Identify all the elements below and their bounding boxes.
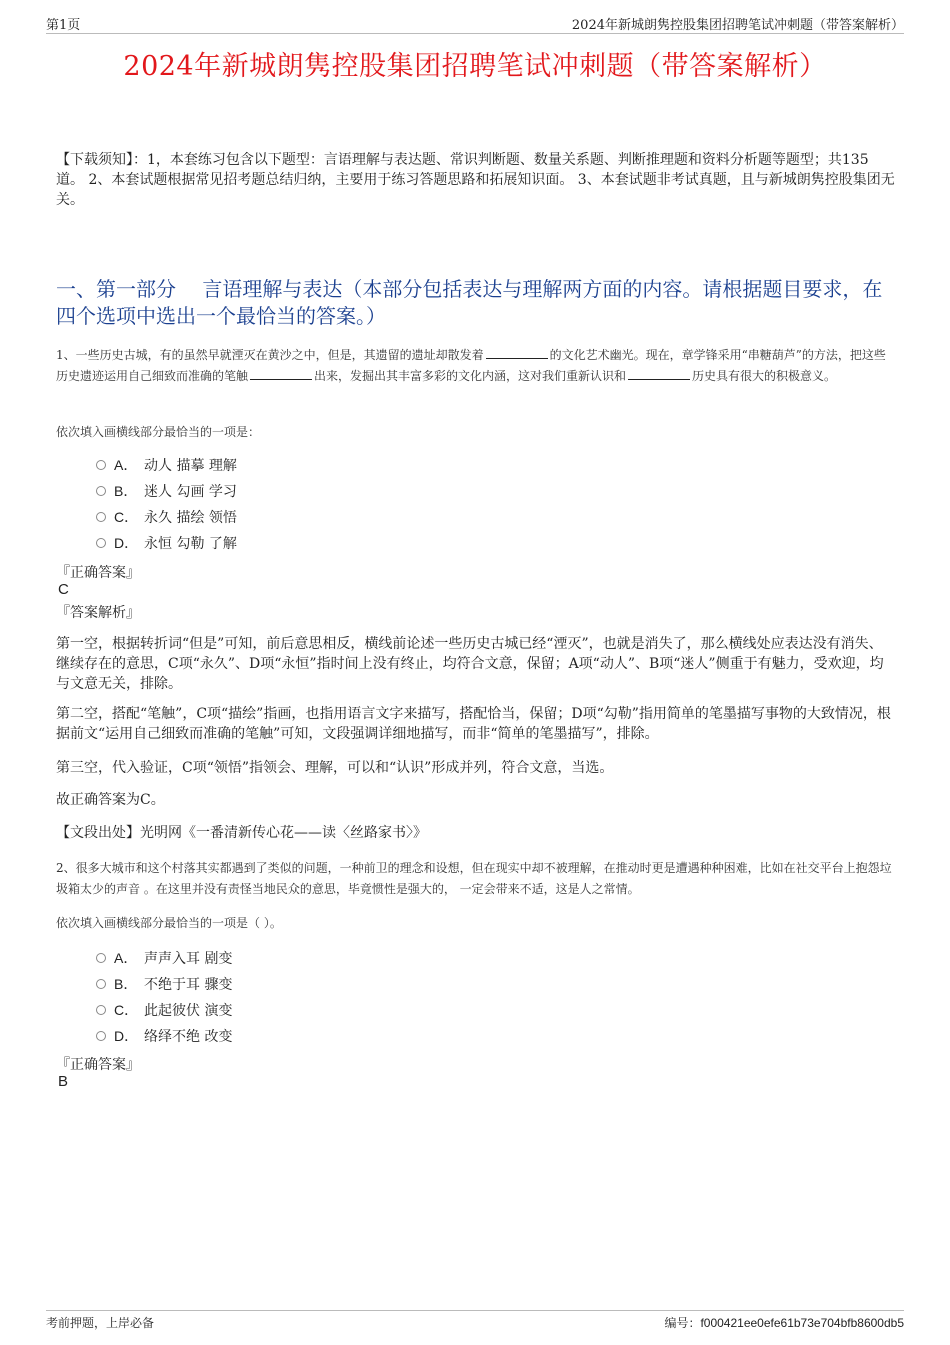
q1-option-d[interactable]: D． 永恒 勾勒 了解	[96, 530, 237, 556]
page-number: 第1页	[46, 18, 81, 33]
radio-icon[interactable]	[96, 512, 106, 522]
question-2-prompt: 依次填入画横线部分最恰当的一项是（ ）。	[56, 916, 282, 930]
radio-icon[interactable]	[96, 460, 106, 470]
document-title: 2024年新城朗隽控股集团招聘笔试冲刺题（带答案解析）	[123, 51, 827, 82]
q1-analysis-label: 『答案解析』	[56, 605, 140, 621]
q1-option-b[interactable]: B． 迷人 勾画 学习	[96, 478, 237, 504]
q1-option-c[interactable]: C． 永久 描绘 领悟	[96, 504, 237, 530]
q1-analysis-para-2: 第二空，搭配“笔触”，C项“描绘”指画，也指用语言文字来描写，搭配恰当，保留；D项“勾勒”指用简单的笔墨描写事物的大致情况，根据前文“运用自己细致而准确的笔触”可知，文段强调详细地描写，而非“简单的笔墨描写”，排除。	[56, 706, 891, 742]
question-1-prompt: 依次填入画横线部分最恰当的一项是：	[56, 425, 261, 439]
q2-answer: B	[58, 1073, 69, 1090]
q1-analysis-para-4: 故正确答案为C。	[56, 792, 165, 808]
q1-option-a[interactable]: A． 动人 描摹 理解	[96, 452, 237, 478]
header-divider	[46, 33, 904, 34]
q2-answer-label: 『正确答案』	[56, 1057, 140, 1073]
download-notice: 【下载须知】：1，本套练习包含以下题型：言语理解与表达题、常识判断题、数量关系题、判断推理题和资料分析题等题型；共135道。 2、本套试题根据常见招考题总结归纳，主要用于练习答题思路和拓展知识面。 3、本套试题非考试真题，且与新城朗隽控股集团无关。	[56, 152, 895, 208]
fill-blank-3	[628, 367, 690, 380]
document-id: 编号：f000421ee0efe61b73e704bfb8600db5	[664, 1316, 904, 1330]
fill-blank-1	[486, 346, 548, 359]
radio-icon[interactable]	[96, 538, 106, 548]
question-1-text-part2: 的文化艺术幽光。现在，章学锋采用“串糖葫芦”的方法，把这些历史遗迹运用自己细致而准确的笔触	[56, 348, 886, 383]
q2-option-c[interactable]: C． 此起彼伏 演变	[96, 997, 232, 1023]
question-2-text: 2、很多大城市和这个村落其实都遇到了类似的问题，一种前卫的理念和设想，但在现实中却不被理解，在推动时更是遭遇种种困难，比如在社交平台上抱怨垃圾箱太少的声音 。在这里并没有责怪当地民众的意思，毕竟惯性是强大的， 一定会带来不适，这是人之常情。	[56, 861, 892, 896]
question-1-text	[56, 345, 896, 387]
q1-source: 【文段出处】光明网《一番清新传心花——读〈丝路家书〉》	[56, 825, 427, 841]
q1-answer-label: 『正确答案』	[56, 565, 140, 581]
radio-icon[interactable]	[96, 1005, 106, 1015]
q2-option-b[interactable]: B． 不绝于耳 骤变	[96, 971, 232, 997]
footer-divider	[46, 1310, 904, 1311]
question-2-options	[96, 945, 232, 1049]
radio-icon[interactable]	[96, 486, 106, 496]
q2-option-d[interactable]: D． 络绎不绝 改变	[96, 1023, 232, 1049]
q1-analysis-para-3: 第三空，代入验证，C项“领悟”指领会、理解，可以和“认识”形成并列，符合文意，当选。	[56, 760, 614, 776]
radio-icon[interactable]	[96, 979, 106, 989]
question-1-options	[96, 452, 237, 556]
question-1-text-part1: 1、一些历史古城，有的虽然早就湮灭在黄沙之中，但是，其遗留的遗址却散发着	[56, 348, 484, 362]
radio-icon[interactable]	[96, 953, 106, 963]
radio-icon[interactable]	[96, 1031, 106, 1041]
q1-answer: C	[58, 581, 69, 598]
footer-slogan: 考前押题，上岸必备	[46, 1316, 155, 1330]
question-1-text-part3: 出来，发掘出其丰富多彩的文化内涵，这对我们重新认识和	[314, 369, 627, 383]
running-title: 2024年新城朗隽控股集团招聘笔试冲刺题（带答案解析）	[571, 18, 904, 33]
fill-blank-2	[250, 367, 312, 380]
q1-analysis-para-1: 第一空，根据转折词“但是”可知，前后意思相反，横线前论述一些历史古城已经“湮灭”，也就是消失了，那么横线处应表达没有消失、继续存在的意思，C项“永久”、D项“永恒”指时间上没有终止，均符合文意，保留；A项“动人”、B项“迷人”侧重于有魅力，受欢迎，均与文意无关，排除。	[56, 636, 884, 692]
question-1-text-part4: 历史具有很大的积极意义。	[692, 369, 837, 383]
section-heading: 一、第一部分 言语理解与表达（本部分包括表达与理解两方面的内容。请根据题目要求，在四个选项中选出一个最恰当的答案。）	[56, 277, 883, 328]
q2-option-a[interactable]: A． 声声入耳 剧变	[96, 945, 232, 971]
